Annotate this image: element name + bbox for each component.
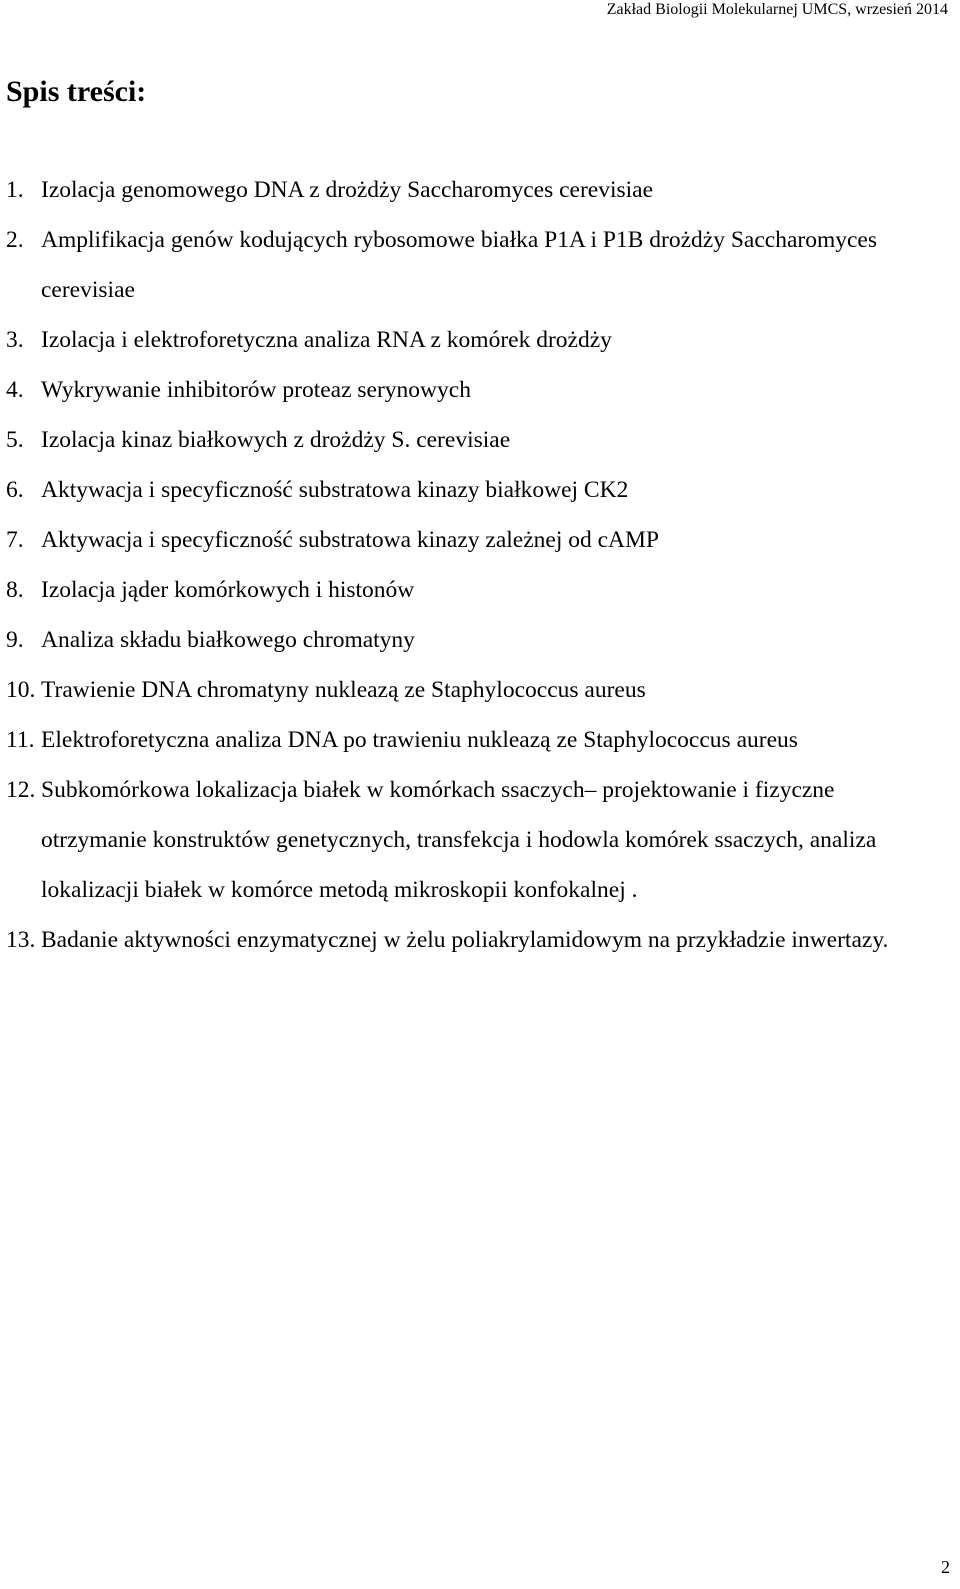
toc-item-9 xyxy=(6,615,940,665)
toc-item-text: Elektroforetyczna analiza DNA po trawieniu nukleazą ze Staphylococcus aureus xyxy=(41,727,798,753)
toc-item-number: 10. xyxy=(6,677,36,703)
toc-item-number: 2. xyxy=(6,227,24,253)
toc-item-text: Trawienie DNA chromatyny nukleazą ze Staphylococcus aureus xyxy=(41,677,646,703)
toc-item-10 xyxy=(6,665,940,715)
page-header: Zakład Biologii Molekularnej UMCS, wrzesień 2014 xyxy=(606,1,948,18)
toc-item-number: 3. xyxy=(6,327,24,353)
toc-item-5 xyxy=(6,415,940,465)
toc-item-text: Wykrywanie inhibitorów proteaz serynowych xyxy=(41,377,471,403)
toc-item-number: 12. xyxy=(6,777,36,803)
toc-item-number: 4. xyxy=(6,377,24,403)
toc-item-number: 13. xyxy=(6,927,36,953)
toc-item-text: Aktywacja i specyficzność substratowa kinazy zależnej od cAMP xyxy=(41,527,659,553)
toc-item-number: 1. xyxy=(6,177,24,203)
toc-item-text: Amplifikacja genów kodujących rybosomowe białka P1A i P1B drożdży Saccharomyces cerevisiae xyxy=(41,227,878,303)
toc-item-text: Aktywacja i specyficzność substratowa kinazy białkowej CK2 xyxy=(41,477,629,503)
toc-item-text: Badanie aktywności enzymatycznej w żelu poliakrylamidowym na przykładzie inwertazy. xyxy=(41,927,889,953)
toc-item-6 xyxy=(6,465,940,515)
toc-item-4 xyxy=(6,365,940,415)
toc-item-11 xyxy=(6,715,940,765)
toc-item-text: Izolacja i elektroforetyczna analiza RNA z komórek drożdży xyxy=(41,327,612,353)
toc-item-text: Izolacja jąder komórkowych i histonów xyxy=(41,577,415,603)
toc-item-number: 9. xyxy=(6,627,24,653)
page-number: 2 xyxy=(941,1557,950,1577)
toc-item-13 xyxy=(6,915,940,965)
page-title: Spis treści: xyxy=(6,75,147,108)
toc-item-text: Izolacja genomowego DNA z drożdży Saccharomyces cerevisiae xyxy=(41,177,654,203)
toc-item-number: 5. xyxy=(6,427,24,453)
toc-item-12 xyxy=(6,765,940,915)
toc-item-number: 11. xyxy=(6,727,35,753)
toc-item-number: 6. xyxy=(6,477,24,503)
toc-item-text: Analiza składu białkowego chromatyny xyxy=(41,627,415,653)
toc-item-text: Izolacja kinaz białkowych z drożdży S. cerevisiae xyxy=(41,427,511,453)
toc-item-3 xyxy=(6,315,940,365)
toc-item-1 xyxy=(6,165,940,215)
toc-item-7 xyxy=(6,515,940,565)
toc-item-2 xyxy=(6,215,940,315)
toc-item-8 xyxy=(6,565,940,615)
toc-item-text: Subkomórkowa lokalizacja białek w komórkach ssaczych– projektowanie i fizyczne otrzymanie konstruktów genetycznych, transfekcja i hodowla komórek ssaczych, analiza lokalizacji białek w komórce metodą mikroskopii konfokalnej . xyxy=(41,777,877,903)
toc-item-number: 7. xyxy=(6,527,24,553)
table-of-contents xyxy=(6,165,940,965)
toc-item-number: 8. xyxy=(6,577,24,603)
